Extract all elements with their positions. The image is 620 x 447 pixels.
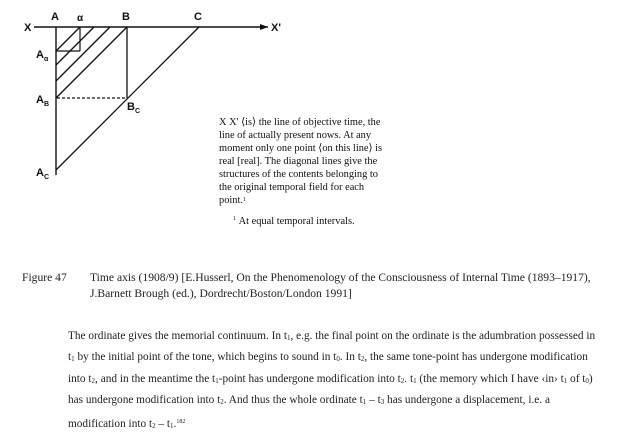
subscript: 1 [71,355,75,364]
body-paragraph [68,327,596,436]
label-c: C [194,11,202,23]
figure-number: Figure 47 [22,271,67,284]
diagonal-alpha [56,27,80,51]
subscript: 1 [563,376,568,385]
body-text: (the memory which I have ‹in› t [416,372,564,385]
subscript: 3 [380,398,385,407]
diagonal-b [56,27,127,98]
body-text: . t [404,372,414,385]
body-text: – t [155,417,171,430]
label-ab: A [36,94,44,106]
label-x: X [24,22,32,34]
label-bc: B [127,101,135,113]
label-ab-sub: B [44,101,50,108]
subscript: 0 [585,376,589,385]
subscript: 1 [413,376,417,385]
footnote-ref: 182 [176,418,186,425]
legend-line: moment only one point ⟨on this line⟩ is [219,143,383,154]
legend-footnote [233,216,355,227]
label-a-alpha: A [36,49,44,61]
subscript: 0 [336,355,340,364]
body-text: , e.g. the final point on the ordinate is the adumbration possessed in t [68,330,596,364]
label-xprime: X' [271,22,281,34]
legend-line: the original temporal field for each [219,182,365,193]
label-alpha: α [77,13,84,24]
body-text: by the initial point of the tone, which begins to sound in t [74,351,337,364]
label-b: B [122,11,130,23]
subscript: 1 [362,398,367,407]
body-text: -point has undergone modification into t [218,372,401,385]
diagram-legend [219,116,419,207]
body-text: ) has undergone modification into t [68,372,593,407]
caption-text: Time axis (1908/9) [E.Husserl, On the Phenomenology of the Consciousness of Internal Time (1893–1917), J.Barnett Brough (ed.), Dordrecht/Boston/London 1991] [90,271,591,300]
label-bc-sub: C [135,108,141,115]
body-text: , the same tone-point has undergone modification into t [68,351,588,385]
footnote-ref: 1 [242,197,246,203]
body-text: , and in the meantime the t [95,372,216,385]
subscript: 2 [152,421,156,430]
body-text: . [173,417,177,430]
label-ac: A [36,167,44,179]
body-text: has undergone a displacement, i.e. a modification into t [68,394,550,430]
label-ac-sub: C [44,174,50,181]
legend-line: X X' ⟨is⟩ the line of objective time, the [219,117,381,128]
label-a-alpha-sub: α [44,56,49,63]
subscript: 1 [286,334,291,342]
body-text: . And thus the whole ordinate t [223,394,363,407]
legend-line: real [real]. The diagonal lines give the [219,156,378,167]
subscript: 1 [215,376,219,385]
subscript: 2 [400,376,405,385]
legend-line: line of actually present nows. At any [219,130,372,141]
footnote-mark: 1 [233,216,236,222]
subscript: 1 [170,421,174,430]
body-text: – t [366,394,381,407]
body-text: . In t [339,351,361,364]
figure-caption [22,270,602,302]
body-text: The ordinate gives the memorial continuum. In t [68,330,287,342]
legend-line: structures of the contents belonging to [219,169,379,180]
footnote-text: At equal temporal intervals. [238,216,355,227]
label-a: A [51,11,59,23]
subscript: 2 [360,355,365,364]
diagonal-mid2 [56,27,110,81]
legend-line [219,194,419,207]
subscript: 2 [91,376,96,385]
legend-line-text: point. [219,195,243,206]
body-text: of t [567,372,586,385]
subscript: 2 [220,398,224,407]
arrow-head [260,24,268,30]
